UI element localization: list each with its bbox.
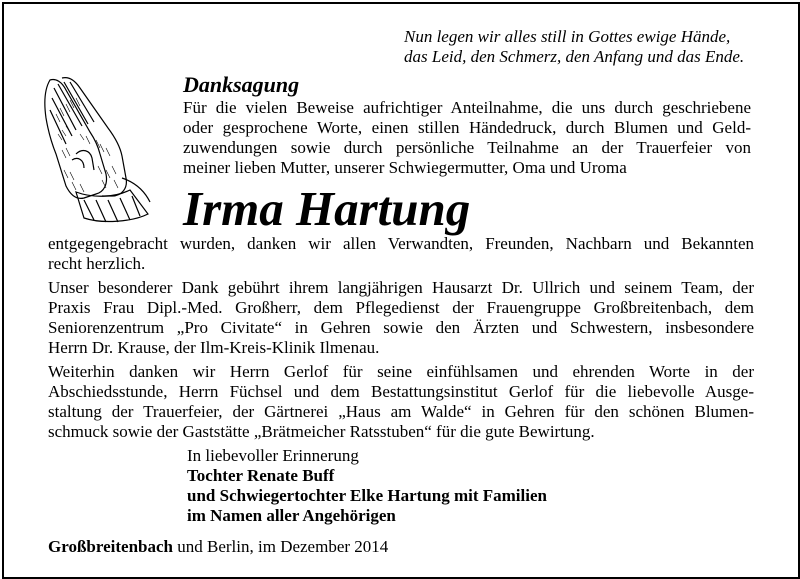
place-name: Großbreitenbach bbox=[48, 537, 173, 556]
paragraph-2-line: Herrn Dr. Krause, der Ilm-Kreis-Klinik Ilmenau. bbox=[48, 338, 380, 357]
intro-line: zuwendungen sowie durch persönliche Teilnahme an der Trauerfeier von bbox=[183, 138, 751, 157]
praying-hands-icon bbox=[36, 74, 168, 224]
motto-verse bbox=[404, 27, 744, 67]
motto-line-1: Nun legen wir alles still in Gottes ewige Hände, bbox=[404, 27, 731, 46]
paragraph-2-line: Praxis Frau Dipl.-Med. Großherr, dem Pflegedienst der Frauengruppe Großbreitenbach, dem bbox=[48, 298, 754, 317]
paragraph-2-line: Seniorenzentrum „Pro Civitate“ in Gehren sowie den Ärzten und Schwestern, insbesondere bbox=[48, 318, 754, 337]
closing-intro: In liebevoller Erinnerung bbox=[187, 446, 359, 465]
intro-line: Für die vielen Beweise aufrichtiger Anteilnahme, die uns durch geschriebene bbox=[183, 98, 751, 117]
paragraph-3-line: schmuck sowie der Gaststätte „Brätmeicher Ratsstuben“ für die gute Bewirtung. bbox=[48, 422, 595, 441]
signatory-line: und Schwiegertochter Elke Hartung mit Familien bbox=[187, 486, 547, 505]
intro-line: meiner lieben Mutter, unserer Schwiegermutter, Oma und Uroma bbox=[183, 158, 627, 177]
signatory-line: Tochter Renate Buff bbox=[187, 466, 335, 485]
place-and-date bbox=[48, 537, 388, 557]
paragraph-3-line: staltung der Trauerfeier, der Gärtnerei „Haus am Walde“ in Gehren für den schönen Blumen- bbox=[48, 402, 754, 421]
date-text: und Berlin, im Dezember 2014 bbox=[173, 537, 389, 556]
intro-line: oder gesprochene Worte, einen stillen Händedruck, durch Blumen und Geld- bbox=[183, 118, 751, 137]
paragraph-3-line: Abschiedsstunde, Herrn Füchsel und dem Bestattungsinstitut Gerlof für die liebevolle Ausge- bbox=[48, 382, 754, 401]
heading-title: Danksagung bbox=[183, 72, 300, 97]
paragraph-1-line: recht herzlich. bbox=[48, 254, 146, 273]
paragraph-2-line: Unser besonderer Dank gebührt ihrem langjährigen Hausarzt Dr. Ullrich und seinem Team, der bbox=[48, 278, 754, 297]
paragraph-3-line: Weiterhin danken wir Herrn Gerlof für seine einfühlsamen und ehrenden Worte in der bbox=[48, 362, 754, 381]
deceased-name: Irma Hartung bbox=[183, 181, 471, 236]
closing-signature bbox=[187, 446, 547, 526]
signatory-line: im Namen aller Angehörigen bbox=[187, 506, 396, 525]
paragraph-1-line: entgegengebracht wurden, danken wir allen Verwandten, Freunden, Nachbarn und Bekannten bbox=[48, 234, 754, 253]
motto-line-2: das Leid, den Schmerz, den Anfang und das Ende. bbox=[404, 47, 745, 66]
